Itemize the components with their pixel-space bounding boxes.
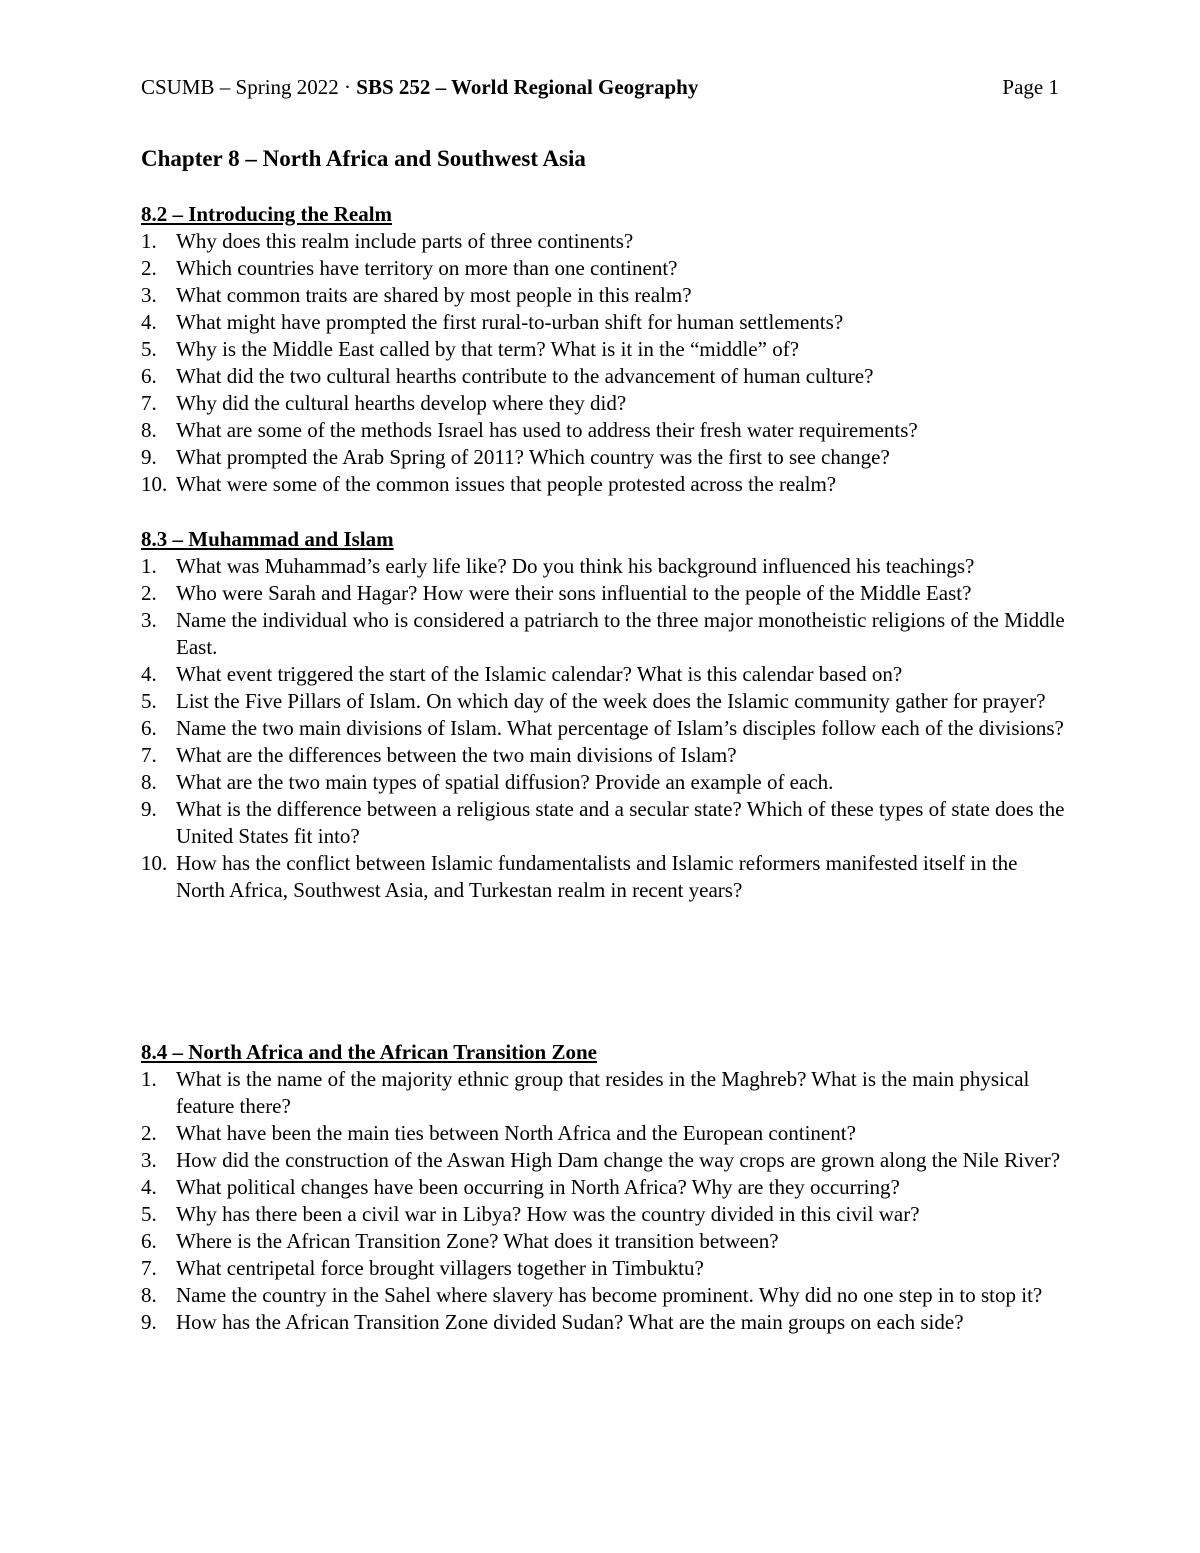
question-item: 2. What have been the main ties between North Africa and the European continent? [141, 1121, 856, 1145]
question-item: 3. How did the construction of the Aswan High Dam change the way crops are grown along the Nile River? [141, 1148, 1061, 1172]
chapter-title: Chapter 8 – North Africa and Southwest Asia [141, 146, 586, 171]
course-title: SBS 252 – World Regional Geography [356, 75, 699, 99]
question-item: 1. What is the name of the majority ethnic group that resides in the Maghreb? What is the main physical feature there? [141, 1067, 1030, 1118]
course-term: CSUMB – Spring 2022 · [141, 75, 357, 99]
question-list [141, 553, 1066, 904]
question-item: 8. What are some of the methods Israel has used to address their fresh water requirements? [141, 418, 918, 442]
question-item: 2. Which countries have territory on more than one continent? [141, 256, 678, 280]
question-item: 6. Where is the African Transition Zone? What does it transition between? [141, 1229, 779, 1253]
question-item: 7. What are the differences between the two main divisions of Islam? [141, 743, 737, 767]
question-item: 8. What are the two main types of spatial diffusion? Provide an example of each. [141, 770, 834, 794]
page-number: Page 1 [1002, 75, 1059, 99]
section-heading: 8.4 – North Africa and the African Transition Zone [141, 1040, 597, 1064]
course-header [141, 72, 698, 102]
section-8-2 [141, 201, 1066, 498]
question-item: 3. Name the individual who is considered a patriarch to the three major monotheistic religions of the Middle East. [141, 608, 1065, 659]
question-item: 1. Why does this realm include parts of three continents? [141, 229, 634, 253]
question-item: 8. Name the country in the Sahel where slavery has become prominent. Why did no one step in to stop it? [141, 1283, 1043, 1307]
question-list [141, 1066, 1066, 1336]
question-item: 1. What was Muhammad’s early life like? Do you think his background influenced his teachings? [141, 554, 975, 578]
question-item: 7. What centripetal force brought villagers together in Timbuktu? [141, 1256, 704, 1280]
question-item: 4. What might have prompted the first rural-to-urban shift for human settlements? [141, 310, 844, 334]
question-list [141, 228, 1066, 498]
question-item: 2. Who were Sarah and Hagar? How were their sons influential to the people of the Middle East? [141, 581, 972, 605]
page-header [141, 72, 1059, 102]
question-item: 10. How has the conflict between Islamic fundamentalists and Islamic reformers manifested itself in the North Africa, Southwest Asia, and Turkestan realm in recent years? [141, 851, 1018, 902]
question-item: 7. Why did the cultural hearths develop where they did? [141, 391, 627, 415]
section-heading: 8.3 – Muhammad and Islam [141, 527, 394, 551]
question-item: 6. Name the two main divisions of Islam. What percentage of Islam’s disciples follow each of the divisions? [141, 716, 1064, 740]
question-item: 9. How has the African Transition Zone divided Sudan? What are the main groups on each side? [141, 1310, 964, 1334]
section-heading: 8.2 – Introducing the Realm [141, 202, 393, 226]
question-item: 4. What event triggered the start of the Islamic calendar? What is this calendar based on? [141, 662, 903, 686]
question-item: 10. What were some of the common issues that people protested across the realm? [141, 472, 837, 496]
question-item: 9. What prompted the Arab Spring of 2011? Which country was the first to see change? [141, 445, 890, 469]
question-item: 5. Why has there been a civil war in Libya? How was the country divided in this civil war? [141, 1202, 920, 1226]
question-item: 5. List the Five Pillars of Islam. On which day of the week does the Islamic community gather for prayer? [141, 689, 1046, 713]
question-item: 5. Why is the Middle East called by that term? What is it in the “middle” of? [141, 337, 800, 361]
question-item: 9. What is the difference between a religious state and a secular state? Which of these types of state does the United States fit into? [141, 797, 1065, 848]
section-8-3 [141, 526, 1066, 904]
question-item: 3. What common traits are shared by most people in this realm? [141, 283, 692, 307]
section-8-4 [141, 1039, 1066, 1336]
question-item: 4. What political changes have been occurring in North Africa? Why are they occurring? [141, 1175, 900, 1199]
question-item: 6. What did the two cultural hearths contribute to the advancement of human culture? [141, 364, 874, 388]
